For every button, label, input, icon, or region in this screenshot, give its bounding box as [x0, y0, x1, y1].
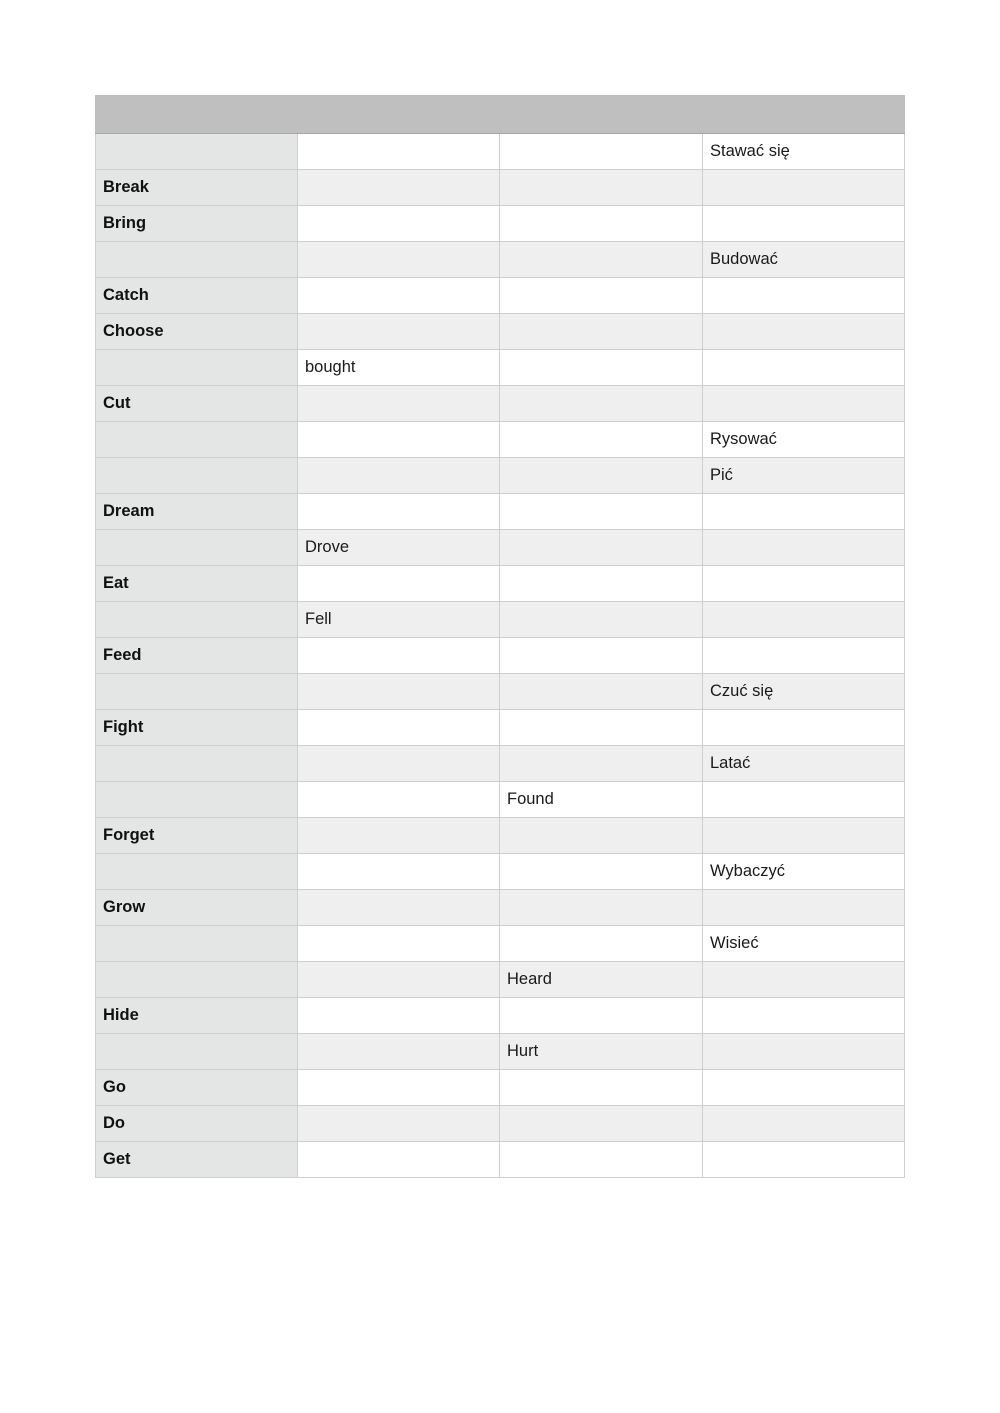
past-participle-cell: [500, 422, 703, 458]
past-simple-cell: Fell: [298, 602, 500, 638]
past-simple-cell: [298, 710, 500, 746]
base-form-cell: [96, 530, 298, 566]
past-participle-cell: [500, 134, 703, 170]
translation-cell: [703, 530, 905, 566]
past-participle-cell: [500, 818, 703, 854]
table-row: [96, 170, 905, 206]
past-simple-cell: [298, 746, 500, 782]
translation-cell: Czuć się: [703, 674, 905, 710]
translation-cell: [703, 602, 905, 638]
base-form-cell: [96, 674, 298, 710]
base-form-cell: [96, 926, 298, 962]
past-participle-cell: [500, 602, 703, 638]
table-row: [96, 890, 905, 926]
verb-table: [95, 95, 905, 1178]
past-simple-cell: Drove: [298, 530, 500, 566]
translation-cell: [703, 494, 905, 530]
translation-cell: Wisieć: [703, 926, 905, 962]
base-form-cell: Do: [96, 1106, 298, 1142]
translation-cell: [703, 170, 905, 206]
past-simple-cell: [298, 962, 500, 998]
past-simple-cell: [298, 422, 500, 458]
past-simple-cell: [298, 278, 500, 314]
table-header-row: [96, 96, 905, 134]
past-participle-cell: [500, 674, 703, 710]
table-row: [96, 314, 905, 350]
translation-cell: [703, 278, 905, 314]
table-row: [96, 350, 905, 386]
past-simple-cell: [298, 1142, 500, 1178]
past-simple-cell: [298, 1034, 500, 1070]
base-form-cell: [96, 350, 298, 386]
past-participle-cell: [500, 566, 703, 602]
table-row: [96, 962, 905, 998]
table-row: [96, 710, 905, 746]
table-row: [96, 386, 905, 422]
base-form-cell: Get: [96, 1142, 298, 1178]
base-form-cell: Choose: [96, 314, 298, 350]
table-row: [96, 494, 905, 530]
table-row: [96, 674, 905, 710]
past-participle-cell: [500, 242, 703, 278]
translation-cell: [703, 206, 905, 242]
base-form-cell: Hide: [96, 998, 298, 1034]
table-row: [96, 530, 905, 566]
past-participle-cell: [500, 998, 703, 1034]
past-simple-cell: [298, 494, 500, 530]
translation-cell: Stawać się: [703, 134, 905, 170]
table-row: [96, 1106, 905, 1142]
translation-cell: [703, 386, 905, 422]
past-simple-cell: [298, 134, 500, 170]
table-row: [96, 602, 905, 638]
past-simple-cell: [298, 926, 500, 962]
base-form-cell: Feed: [96, 638, 298, 674]
translation-cell: Latać: [703, 746, 905, 782]
past-simple-cell: [298, 566, 500, 602]
past-participle-cell: [500, 1106, 703, 1142]
translation-cell: [703, 638, 905, 674]
past-simple-cell: [298, 890, 500, 926]
base-form-cell: Break: [96, 170, 298, 206]
table-row: [96, 242, 905, 278]
past-participle-cell: [500, 278, 703, 314]
translation-cell: [703, 566, 905, 602]
table-row: [96, 278, 905, 314]
past-simple-cell: bought: [298, 350, 500, 386]
past-participle-cell: [500, 206, 703, 242]
base-form-cell: Grow: [96, 890, 298, 926]
base-form-cell: [96, 422, 298, 458]
past-participle-cell: Heard: [500, 962, 703, 998]
past-simple-cell: [298, 782, 500, 818]
past-simple-cell: [298, 458, 500, 494]
past-simple-cell: [298, 386, 500, 422]
past-participle-cell: [500, 926, 703, 962]
past-participle-cell: [500, 458, 703, 494]
past-participle-cell: [500, 890, 703, 926]
table-row: [96, 746, 905, 782]
past-simple-cell: [298, 818, 500, 854]
table-row: [96, 134, 905, 170]
translation-cell: [703, 998, 905, 1034]
base-form-cell: [96, 458, 298, 494]
base-form-cell: [96, 962, 298, 998]
past-participle-cell: [500, 638, 703, 674]
base-form-cell: [96, 854, 298, 890]
past-participle-cell: [500, 746, 703, 782]
past-participle-cell: [500, 854, 703, 890]
table-row: [96, 854, 905, 890]
translation-cell: [703, 1070, 905, 1106]
base-form-cell: [96, 134, 298, 170]
translation-cell: Rysować: [703, 422, 905, 458]
past-participle-cell: [500, 1142, 703, 1178]
past-participle-cell: [500, 170, 703, 206]
translation-cell: Wybaczyć: [703, 854, 905, 890]
past-participle-cell: [500, 314, 703, 350]
translation-cell: [703, 710, 905, 746]
past-simple-cell: [298, 638, 500, 674]
past-participle-cell: [500, 386, 703, 422]
table-row: [96, 1142, 905, 1178]
table-row: [96, 926, 905, 962]
past-simple-cell: [298, 1070, 500, 1106]
past-simple-cell: [298, 674, 500, 710]
translation-cell: [703, 314, 905, 350]
past-simple-cell: [298, 170, 500, 206]
table-row: [96, 782, 905, 818]
base-form-cell: [96, 602, 298, 638]
past-participle-cell: [500, 1070, 703, 1106]
table-body: [96, 134, 905, 1178]
past-participle-cell: [500, 710, 703, 746]
base-form-cell: [96, 1034, 298, 1070]
base-form-cell: Catch: [96, 278, 298, 314]
table-row: [96, 638, 905, 674]
past-participle-cell: [500, 494, 703, 530]
base-form-cell: Cut: [96, 386, 298, 422]
past-simple-cell: [298, 206, 500, 242]
past-simple-cell: [298, 998, 500, 1034]
base-form-cell: [96, 782, 298, 818]
past-participle-cell: [500, 350, 703, 386]
base-form-cell: [96, 746, 298, 782]
past-participle-cell: Hurt: [500, 1034, 703, 1070]
translation-cell: [703, 1034, 905, 1070]
table-row: [96, 422, 905, 458]
table-row: [96, 206, 905, 242]
translation-cell: [703, 350, 905, 386]
past-simple-cell: [298, 1106, 500, 1142]
translation-cell: [703, 890, 905, 926]
table-row: [96, 566, 905, 602]
table-row: [96, 458, 905, 494]
base-form-cell: Fight: [96, 710, 298, 746]
table-row: [96, 1070, 905, 1106]
past-participle-cell: Found: [500, 782, 703, 818]
translation-cell: [703, 782, 905, 818]
base-form-cell: Eat: [96, 566, 298, 602]
base-form-cell: Dream: [96, 494, 298, 530]
table-row: [96, 818, 905, 854]
translation-cell: [703, 1142, 905, 1178]
base-form-cell: Go: [96, 1070, 298, 1106]
translation-cell: [703, 818, 905, 854]
base-form-cell: [96, 242, 298, 278]
past-simple-cell: [298, 854, 500, 890]
translation-cell: [703, 962, 905, 998]
past-simple-cell: [298, 242, 500, 278]
table-header-band: [96, 96, 905, 134]
base-form-cell: Bring: [96, 206, 298, 242]
table-row: [96, 1034, 905, 1070]
translation-cell: [703, 1106, 905, 1142]
translation-cell: Pić: [703, 458, 905, 494]
table-row: [96, 998, 905, 1034]
translation-cell: Budować: [703, 242, 905, 278]
past-simple-cell: [298, 314, 500, 350]
base-form-cell: Forget: [96, 818, 298, 854]
past-participle-cell: [500, 530, 703, 566]
